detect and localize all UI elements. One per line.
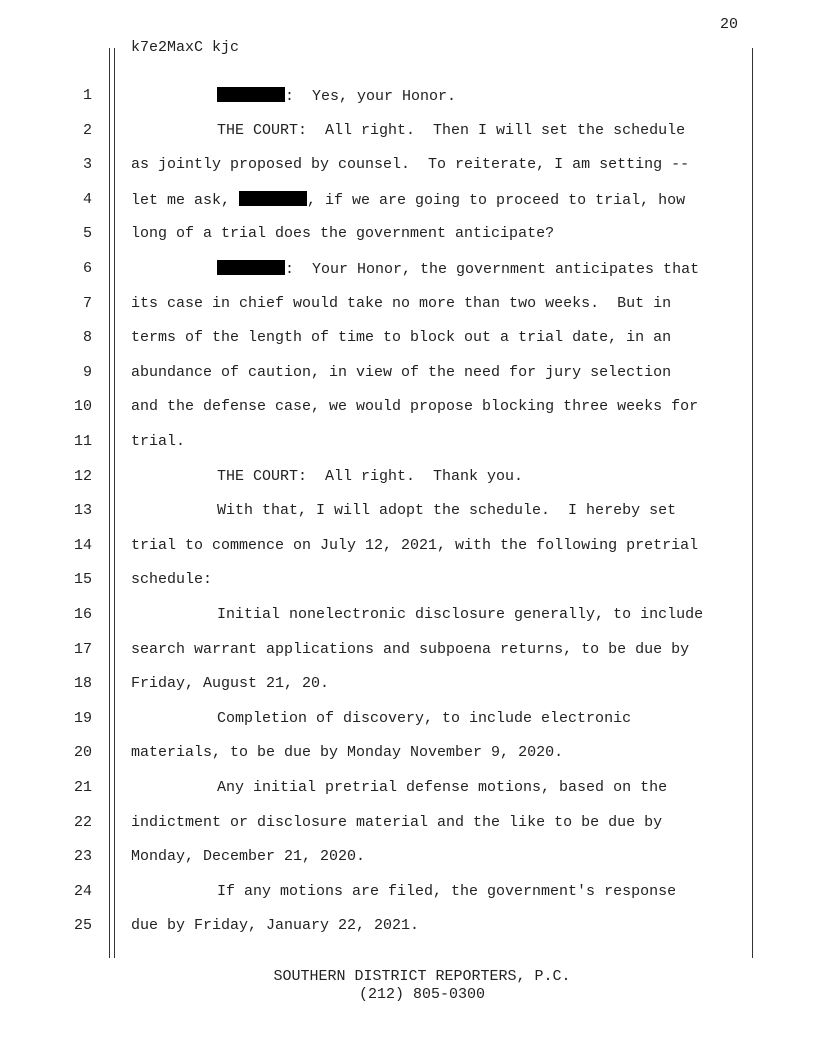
- transcript-line: [0, 814, 816, 840]
- transcript-line: [0, 329, 816, 355]
- line-text-segment: : Your Honor, the government anticipates that: [285, 261, 700, 278]
- line-number: 20: [73, 744, 92, 762]
- line-text: [131, 225, 554, 242]
- line-text-segment: trial.: [131, 433, 186, 450]
- line-number: 15: [73, 571, 92, 589]
- line-text-segment: indictment or disclosure material and the like to be due by: [131, 813, 663, 831]
- line-text: [131, 329, 671, 346]
- line-text-segment: terms of the length of time to block out a trial date, in an: [131, 329, 672, 347]
- line-text: [131, 191, 685, 209]
- line-text-segment: Any initial pretrial defense motions, based on the: [217, 779, 668, 796]
- line-number: 8: [82, 329, 92, 347]
- footer-phone: (212) 805-0300: [358, 986, 486, 1003]
- transcript-line: [0, 502, 816, 528]
- line-number: 23: [73, 848, 92, 866]
- line-text-segment: materials, to be due by Monday November 9, 2020.: [131, 744, 564, 762]
- line-number: 22: [73, 813, 92, 831]
- line-text-segment: long of a trial does the government anticipate?: [131, 225, 555, 243]
- line-text: [217, 468, 523, 485]
- transcript-line: [0, 156, 816, 182]
- line-text-segment: its case in chief would take no more than two weeks. But in: [131, 294, 672, 312]
- line-text: [217, 710, 631, 727]
- line-text-segment: abundance of caution, in view of the need for jury selection: [131, 363, 672, 381]
- line-text-segment: , if we are going to proceed to trial, how: [307, 191, 686, 209]
- transcript-line: [0, 571, 816, 597]
- line-text-segment: THE COURT: All right. Then I will set the schedule: [217, 121, 686, 139]
- transcript-line: [0, 225, 816, 251]
- line-text: [131, 364, 671, 381]
- line-number: 1: [82, 87, 92, 104]
- line-text-segment: Completion of discovery, to include electronic: [217, 709, 632, 727]
- line-text: [217, 779, 667, 796]
- line-number: 11: [73, 433, 92, 450]
- line-number: 14: [73, 536, 92, 554]
- line-text-segment: Friday, August 21, 20.: [131, 675, 330, 693]
- line-number: 3: [82, 156, 92, 174]
- line-text: [131, 848, 365, 865]
- line-text-segment: schedule:: [131, 571, 213, 589]
- transcript-line: [0, 883, 816, 909]
- line-text-segment: Initial nonelectronic disclosure generally, to include: [217, 606, 704, 623]
- page-number: 20: [719, 16, 738, 33]
- line-text: [131, 641, 689, 658]
- line-text: [131, 398, 698, 415]
- line-text: [217, 260, 699, 278]
- line-text: [217, 87, 456, 105]
- transcript-line: [0, 675, 816, 701]
- line-text: [131, 814, 662, 831]
- line-number: 6: [82, 260, 92, 277]
- transcript-line: [0, 295, 816, 321]
- line-number: 9: [82, 363, 92, 381]
- line-number: 12: [73, 467, 92, 485]
- line-number: 18: [73, 675, 92, 693]
- line-text: [131, 571, 212, 588]
- redaction-box: [217, 260, 285, 275]
- line-text: [131, 917, 419, 934]
- line-text: [217, 883, 676, 900]
- line-text: [217, 606, 703, 623]
- line-text-segment: search warrant applications and subpoena returns, to be due by: [131, 640, 690, 658]
- line-text: [131, 675, 329, 692]
- line-text: [131, 433, 185, 450]
- transcript-line: [0, 260, 816, 286]
- transcript-line: [0, 606, 816, 632]
- line-number: 21: [73, 779, 92, 796]
- transcript-line: [0, 87, 816, 113]
- line-number: 16: [73, 606, 92, 623]
- line-text-segment: and the defense case, we would propose blocking three weeks for: [131, 398, 699, 416]
- footer-reporter-name: SOUTHERN DISTRICT REPORTERS, P.C.: [273, 968, 571, 985]
- line-text-segment: due by Friday, January 22, 2021.: [131, 917, 420, 935]
- transcript-line: [0, 364, 816, 390]
- line-number: 2: [82, 121, 92, 139]
- line-text: [131, 156, 689, 173]
- transcript-line: [0, 191, 816, 217]
- line-number: 13: [73, 502, 92, 520]
- line-text-segment: trial to commence on July 12, 2021, with the following pretrial: [131, 536, 699, 554]
- line-number: 5: [82, 225, 92, 243]
- transcript-line: [0, 641, 816, 667]
- line-number: 7: [82, 294, 92, 312]
- line-number: 19: [73, 709, 92, 727]
- footer: [0, 968, 816, 1004]
- line-number: 4: [82, 190, 92, 208]
- line-text: [131, 295, 671, 312]
- line-number: 17: [73, 640, 92, 658]
- line-text: [217, 502, 676, 519]
- line-text: [131, 537, 698, 554]
- line-text: [217, 122, 685, 139]
- line-text-segment: Monday, December 21, 2020.: [131, 848, 366, 866]
- line-text-segment: With that, I will adopt the schedule. I hereby set: [217, 502, 677, 520]
- line-text-segment: : Yes, your Honor.: [285, 88, 457, 105]
- redaction-box: [239, 191, 307, 206]
- transcript-line: [0, 779, 816, 805]
- transcript-line: [0, 537, 816, 563]
- transcript-line: [0, 917, 816, 943]
- line-number: 25: [73, 917, 92, 935]
- transcript-line: [0, 468, 816, 494]
- transcript-line: [0, 433, 816, 459]
- line-text-segment: THE COURT: All right. Thank you.: [217, 467, 524, 485]
- header-id: k7e2MaxC kjc: [131, 39, 240, 56]
- transcript-line: [0, 744, 816, 770]
- line-text: [131, 744, 563, 761]
- line-number: 10: [73, 398, 92, 416]
- line-text-segment: If any motions are filed, the government's response: [217, 882, 677, 900]
- line-number: 24: [73, 882, 92, 900]
- transcript-line: [0, 398, 816, 424]
- line-text-segment: as jointly proposed by counsel. To reiterate, I am setting --: [131, 156, 690, 174]
- redaction-box: [217, 87, 285, 102]
- transcript-line: [0, 122, 816, 148]
- transcript-line: [0, 848, 816, 874]
- line-text-segment: let me ask,: [131, 191, 240, 209]
- transcript-line: [0, 710, 816, 736]
